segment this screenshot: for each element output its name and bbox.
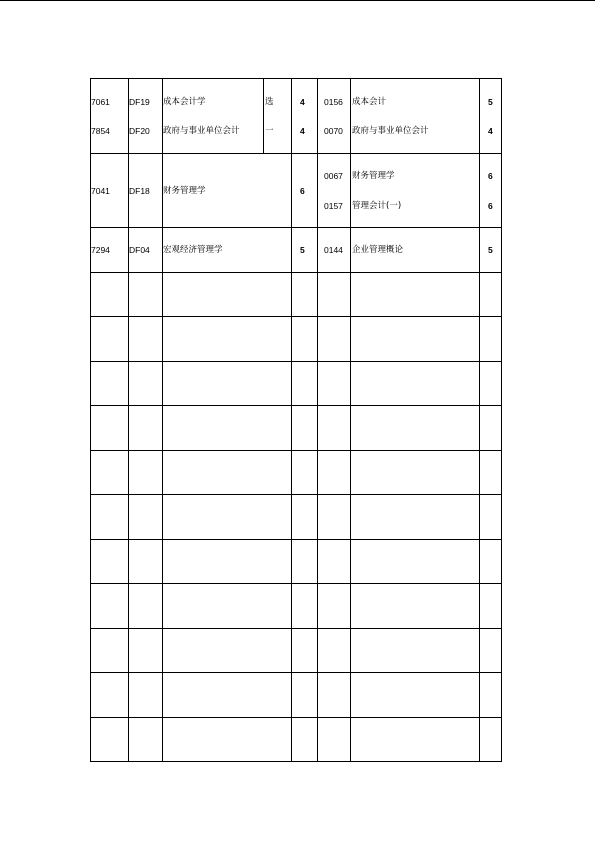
sub-credits: 6 [488,201,493,211]
sub-course-name: 财务管理学 [352,171,395,181]
course-table [90,78,502,762]
row-divider [91,583,501,584]
top-rule [0,0,595,1]
course-name: 财务管理学 [163,186,206,196]
elective-mark: 选 [265,97,274,107]
col-divider [162,79,163,761]
course-code: 7294 [91,245,110,255]
row-divider [91,539,501,540]
sub-credits: 5 [488,97,493,107]
row-divider [91,450,501,451]
course-name: 成本会计学 [163,97,206,107]
credits: 5 [300,245,305,255]
col-divider [128,79,129,761]
sub-course-name: 政府与事业单位会计 [352,126,429,136]
credits: 4 [300,126,305,136]
row-divider [91,672,501,673]
sub-course-name: 管理会计(一) [352,201,402,211]
sub-course-code: 0070 [324,126,343,136]
sub-credits: 6 [488,171,493,181]
sub-course-code: 0067 [324,171,343,181]
sub-course-code: 0144 [324,245,343,255]
exam-code: DF04 [129,245,150,255]
row-divider [91,628,501,629]
row-divider [91,361,501,362]
elective-mark: 一 [265,126,274,136]
credits: 4 [300,97,305,107]
credits: 6 [300,186,305,196]
row-divider [91,405,501,406]
course-name: 宏观经济管理学 [163,245,223,255]
course-code: 7061 [91,97,110,107]
row-divider [91,272,501,273]
col-divider [317,79,318,761]
col-divider [263,79,264,153]
col-divider [291,79,292,761]
sub-course-code: 0157 [324,201,343,211]
row-divider [91,316,501,317]
exam-code: DF19 [129,97,150,107]
exam-code: DF20 [129,126,150,136]
row-divider [91,717,501,718]
course-name: 政府与事业单位会计 [163,126,240,136]
exam-code: DF18 [129,186,150,196]
col-divider [350,79,351,761]
row-divider [91,494,501,495]
sub-course-name: 企业管理概论 [352,245,404,255]
course-code: 7854 [91,126,110,136]
col-divider [479,79,480,761]
row-divider [91,153,501,154]
sub-credits: 5 [488,245,493,255]
sub-course-name: 成本会计 [352,97,387,107]
sub-course-code: 0156 [324,97,343,107]
sub-credits: 4 [488,126,493,136]
row-divider [91,227,501,228]
course-code: 7041 [91,186,110,196]
